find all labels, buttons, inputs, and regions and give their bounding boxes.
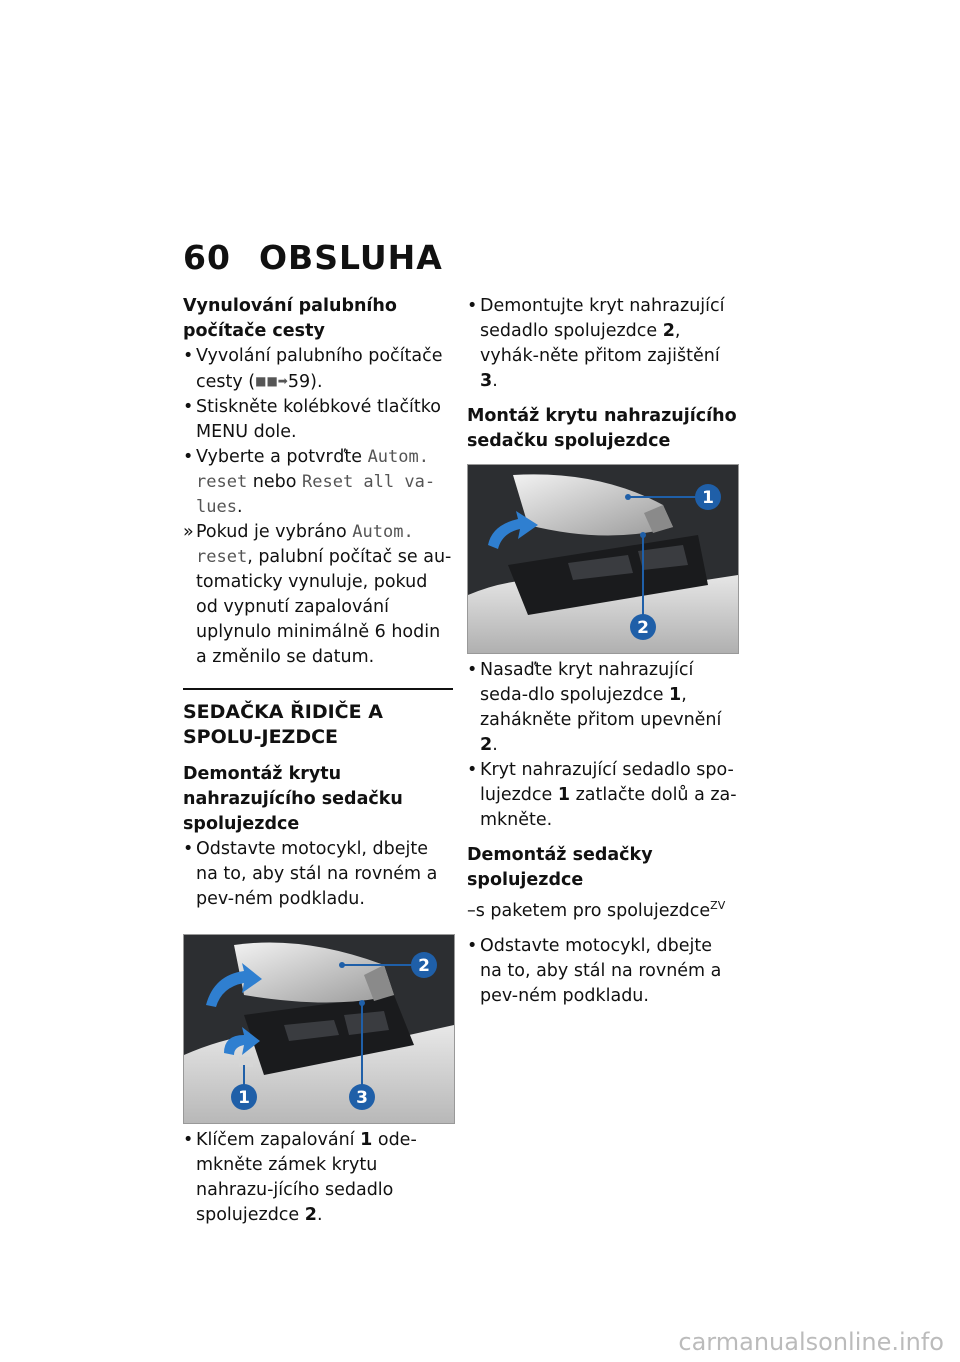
bullet-marker: • bbox=[183, 346, 194, 366]
callout-label: 3 bbox=[356, 1088, 368, 1108]
callout-label: 1 bbox=[238, 1088, 250, 1108]
menu-option-code: Autom. reset bbox=[196, 447, 429, 492]
section-subheading: –s paketem pro spolujezdce$^{ZV}$ bbox=[467, 899, 726, 921]
callout-label: 2 bbox=[418, 956, 430, 976]
figure-cover-removal bbox=[183, 934, 455, 1124]
callout-reference: 3 bbox=[480, 371, 493, 391]
bullet-marker: • bbox=[467, 760, 478, 780]
figure-illustration bbox=[184, 935, 454, 1123]
list-item: • Klíčem zapalování 1 ode-mkněte zámek krytu nahrazu-jícího sedadlo spolujezdce 2. bbox=[183, 1130, 417, 1225]
figure-cover-installation bbox=[467, 464, 739, 654]
figure-illustration bbox=[468, 465, 738, 653]
page-reference-arrow-icon: ■■➡ bbox=[255, 374, 288, 388]
left-column bbox=[183, 294, 453, 1228]
list-item: • Vyvolání palubního počítače cesty (■■➡59). bbox=[183, 346, 443, 392]
section-heading-reset: Vynulování palubního počítače cesty bbox=[183, 296, 397, 341]
list-item: • Demontujte kryt nahrazující sedadlo spolujezdce 2, vyhák-něte přitom zajištění 3. bbox=[467, 296, 725, 391]
bullet-marker: • bbox=[183, 397, 194, 417]
callout-reference: 1 bbox=[557, 785, 571, 805]
menu-option-code: Reset all va-lues bbox=[196, 472, 436, 517]
list-item: • Kryt nahrazující sedadlo spo-lujezdce 1 zatlačte dolů a za-mkněte. bbox=[467, 760, 737, 830]
section-heading-removal-cover: Demontáž krytu nahrazujícího sedačku spolujezdce bbox=[183, 764, 403, 834]
result-marker: » bbox=[183, 522, 194, 542]
menu-option-code: Autom. reset bbox=[196, 522, 414, 567]
list-item: • Nasaďte kryt nahrazující seda-dlo spolujezdce 1, zahákněte přitom upevnění 2. bbox=[467, 660, 722, 755]
page-reference[interactable]: 59). bbox=[287, 372, 323, 392]
list-item: • Vyberte a potvrďte Autom. reset nebo Reset all va-lues. bbox=[183, 447, 436, 517]
callout-reference: 1 bbox=[360, 1130, 373, 1150]
page-number: 60 bbox=[183, 238, 231, 277]
section-heading-install-cover: Montáž krytu nahrazujícího sedačku spolujezdce bbox=[467, 406, 737, 451]
list-item: • Odstavte motocykl, dbejte na to, aby stál na rovném a pev-ném podkladu. bbox=[183, 839, 438, 909]
bullet-marker: • bbox=[183, 839, 194, 859]
page-title: OBSLUHA bbox=[259, 238, 443, 277]
watermark: carmanualsonline.info bbox=[678, 1328, 944, 1356]
right-column bbox=[467, 294, 737, 1009]
section-heading-removal-seat: Demontáž sedačky spolujezdce bbox=[467, 845, 653, 890]
bullet-marker: • bbox=[183, 447, 194, 467]
callout-label: 1 bbox=[702, 488, 714, 508]
callout-label: 2 bbox=[637, 618, 649, 638]
bullet-marker: • bbox=[467, 660, 478, 680]
chapter-heading: SEDAČKA ŘIDIČE A SPOLU-JEZDCE bbox=[183, 688, 453, 750]
bullet-marker: • bbox=[467, 935, 478, 956]
callout-reference: 2 bbox=[662, 321, 675, 341]
callout-reference: 2 bbox=[304, 1205, 317, 1225]
callout-reference: 2 bbox=[480, 735, 493, 755]
equipment-superscript: ZV bbox=[710, 899, 726, 912]
list-item: • Odstavte motocykl, dbejte na to, aby stál na rovném a pev-ném podkladu. bbox=[467, 935, 722, 1006]
page-header bbox=[183, 238, 443, 277]
result-item: » Pokud je vybráno Autom. reset, palubní počítač se au-tomaticky vynuluje, pokud od vypnutí zapalování uplynulo minimálně 6 hodin a změnilo se datum. bbox=[183, 522, 452, 667]
list-item: • Stiskněte kolébkové tlačítko MENU dole. bbox=[183, 397, 441, 442]
bullet-marker: • bbox=[183, 1130, 194, 1150]
bullet-marker: • bbox=[467, 296, 478, 316]
callout-reference: 1 bbox=[669, 685, 682, 705]
